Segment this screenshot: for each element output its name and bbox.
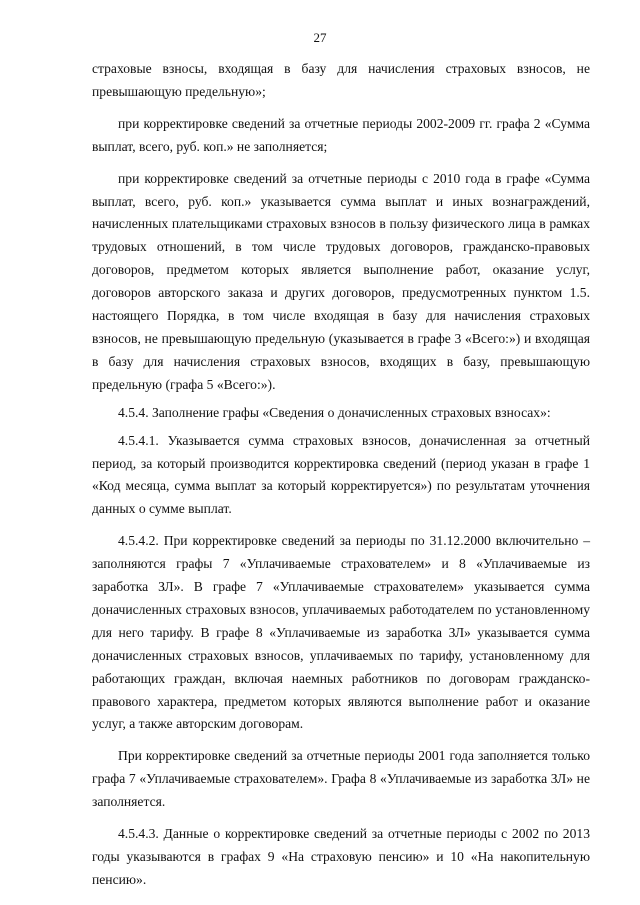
paragraph-4-5-4-1: 4.5.4.1. Указывается сумма страховых взносов, доначисленная за отчетный период, за который производится корректировка сведений (период указан в графе 1 «Код месяца, сумма выплат за который корректируется») по результатам уточнения данных о сумме выплат. — [92, 432, 590, 517]
paragraph-2001: При корректировке сведений за отчетные периоды 2001 года заполняется только графа 7 «Уплачиваемые страхователем». Графа 8 «Уплачиваемые из заработка ЗЛ» не заполняется. — [92, 748, 590, 810]
paragraph-from-2010: при корректировке сведений за отчетные периоды с 2010 года в графе «Сумма выплат, всего, руб. коп.» указывается сумма выплат и иных вознаграждений, начисленных плательщиками страховых взносов в пользу физического лица в рамках трудовых отношений, в том числе трудовых договоров, гражданско-правовых договоров, предметом которых является выполнение работ, оказание услуг, договоров авторского заказа и других договоров, предусмотренных пунктом 1.5. настоящего Порядка, в том числе входящая в базу для начисления страховых взносов, не превышающую предельную (указывается в графе 3 «Всего:») и входящая в базу для начисления страховых взносов, входящих в базу, превышающую предельную (графа 5 «Всего:»). — [92, 170, 590, 392]
paragraph-4-5-4-3: 4.5.4.3. Данные о корректировке сведений за отчетные периоды с 2002 по 2013 годы указываются в графах 9 «На страховую пенсию» и 10 «На накопительную пенсию». — [92, 826, 590, 887]
document-body — [92, 58, 590, 892]
paragraph-continuation: страховые взносы, входящая в базу для начисления страховых взносов, не превышающую предельную»; — [92, 61, 590, 99]
paragraph-4-5-4-2: 4.5.4.2. При корректировке сведений за периоды по 31.12.2000 включительно – заполняются графы 7 «Уплачиваемые страхователем» и 8 «Уплачиваемые из заработка ЗЛ». В графе 7 «Уплачиваемые страхователем» указывается сумма доначисленных страховых взносов, уплачиваемых работодателем по установленному для него тарифу. В графе 8 «Уплачиваемые из заработка ЗЛ» указывается сумма доначисленных страховых взносов, уплачиваемых по тарифу, установленному для работающих граждан, включая наемных работников по договорам гражданско-правового характера, предметом которых являются выполнение работ и оказание услуг, а также авторским договорам. — [92, 533, 590, 732]
page-number: 27 — [313, 30, 327, 45]
section-heading-4-5-4: 4.5.4. Заполнение графы «Сведения о доначисленных страховых взносах»: — [118, 404, 551, 420]
paragraph-2002-2009: при корректировке сведений за отчетные периоды 2002-2009 гг. графа 2 «Сумма выплат, всего, руб. коп.» не заполняется; — [92, 115, 590, 154]
